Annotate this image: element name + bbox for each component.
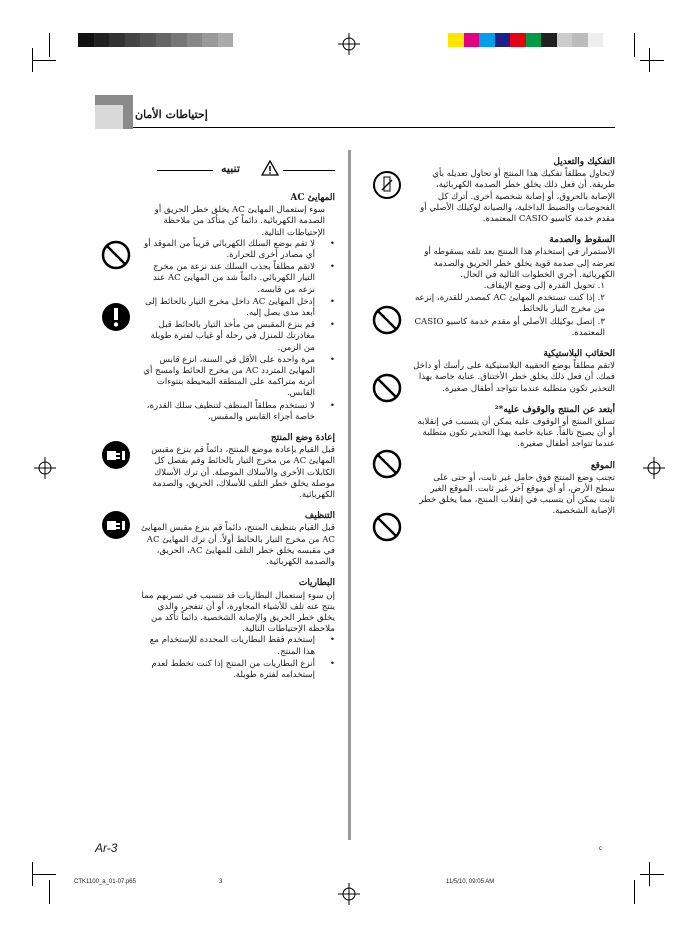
section-relocation xyxy=(140,433,335,501)
crop-mark xyxy=(32,874,56,875)
section-text: تجنب وضع المنتج فوق حامل غير ثابت، أو حتى على سطح الأرض، أو أي موقع آخر غير ثابت. الموقع الغير ثابت يمكن أن يتسبب في إنقلاب المنتج، مما يخلق خطر الإصابة الشخصية. xyxy=(419,472,615,517)
crop-mark xyxy=(640,874,664,875)
list-item: ٣. إتصل بوكيلك الأصلي أو مقدم خدمة كاسيو CASIO المعتمدة. xyxy=(414,316,605,338)
section-title: الموقع xyxy=(590,460,615,471)
footer-filename: CTK1100_a_01-07.p65 xyxy=(74,879,136,885)
list-item: • لا تقم بوضع السلك الكهربائي قريباً من الموقد أو أي مصادر أخرى للحرارة. xyxy=(140,239,325,261)
prohibited-icon xyxy=(372,305,402,335)
page-number: Ar-3 xyxy=(95,841,118,855)
prohibited-icon xyxy=(372,512,402,542)
section-title: السقوط والصدمة xyxy=(549,235,615,246)
crop-mark xyxy=(49,880,50,904)
list-item: • لا تستخدم مطلقاً المنظف لتنظيف سلك القدرة، خاصة أجزاء القابس والمقبس. xyxy=(140,401,325,423)
section-drop-impact xyxy=(412,235,615,339)
footer-date: 11/5/10, 09:05 AM xyxy=(446,879,495,885)
crop-mark xyxy=(634,880,635,904)
color-bar xyxy=(448,33,603,47)
section-title: إعادة وضع المنتج xyxy=(270,433,335,444)
section-text: تسلق المنتج أو الوقوف عليه يمكن أن يتسبب في إنقلابه أو أن يصبح تالفاً. عناية خاصة بهذا التحذير تكون متطلبة عندما تتواجد أطفال صغيرة. xyxy=(417,417,615,450)
header-rule xyxy=(133,127,615,128)
list-item: • أنزع البطاريات من المنتج إذا كنت تخطط لعدم إستخدامه لفترة طويلة. xyxy=(140,659,325,681)
registration-target-icon xyxy=(643,457,665,479)
list-item: • مرة واحدة على الأقل في السنة، انزع قابس المهايئ المتردد AC من مخرج الحائط وامسح أي أتربة متراكمة على المنطقة المحيطة بتتوءات القابس. xyxy=(140,355,325,400)
section-text: لاتحاول مطلقاً تفكيك هذا المنتج أو تحاول تعديله بأي طريقة. أن فعل ذلك يخلق خطر الصدمة الكهربائية، الإصابة بالحروق، أو إصابة شخصية أخرى. أترك كل الفحوصات والضبط الداخلية، والصيانة لوكيلك الأصلي أو مقدم خدمة كاسيو CASIO المعتمدة. xyxy=(420,169,615,225)
crop-mark xyxy=(640,60,664,61)
section-text: قبل القيام بإعادة موضع المنتج، دائماً قم بنزع مقبس المهايئ AC من مخرج التيار بالحائط وقم بفصل كل الكابلات الأخرى والأسلاك الموصلة. أن ترك الأسلاك موصلة يخلق خطر التلف للأسلاك، الحريق، والصدمة الكهربائية. xyxy=(151,445,335,501)
crop-mark xyxy=(32,60,56,61)
list-item: • لاتقم مطلقاً بجذب السلك عند نزعة من مخرج التيار الكهربائي. دائماً شد من المهايئ AC عند نزعه من قابسه. xyxy=(140,262,325,296)
section-title: التنظيف xyxy=(304,511,335,522)
section-title: التفكيك والتعديل xyxy=(553,157,615,167)
corner-mark: c xyxy=(599,846,602,852)
section-disassembly xyxy=(412,157,615,225)
section-ac-adaptor xyxy=(140,193,335,423)
section-title: الحقائب البلاستيكية xyxy=(543,349,615,360)
warning-triangle-icon xyxy=(261,160,279,176)
list-item: • إدخل المهايئ AC داخل مخرج التيار بالحائط إلى أبعد مدى يصل إليه. xyxy=(140,297,325,319)
list-item: • إستخدم فقط البطاريات المحددة للإستخدام مع هذا المنتج. xyxy=(140,635,325,657)
crop-mark xyxy=(49,33,50,57)
footer-page: 3 xyxy=(219,879,223,885)
header-block xyxy=(95,105,123,129)
prohibited-icon xyxy=(372,449,402,479)
caution-heading xyxy=(157,160,335,180)
list-item: ١. تحويل القدرة إلى وضع الإيقاف. xyxy=(483,281,605,292)
section-text: سوء إستعمال المهايئ AC يخلق خطر الحريق أو الصدمة الكهربائية. دائماً كن متأكد من ملاحظة الإحتياطات التالية. xyxy=(154,205,325,238)
left-column xyxy=(140,193,335,691)
prohibited-icon xyxy=(101,240,131,270)
no-disassembly-icon xyxy=(372,170,402,200)
section-title: أبتعد عن المنتج والوقوف عليه*² xyxy=(494,404,615,415)
unplug-icon xyxy=(101,440,131,470)
section-batteries xyxy=(140,578,335,681)
registration-target-icon xyxy=(338,883,360,905)
unplug-icon xyxy=(101,510,131,540)
section-text: الأستمرار في إستخدام هذا المنتج بعد تلفه بسقوطه أو تعرضه إلى صدمة قوية يخلق خطر الحريق والصدمة الكهربائية. أجري الخطوات التالية في الحال. xyxy=(424,247,615,280)
page-title: إحتياطات الأمان xyxy=(135,108,208,121)
caution-label: تنبيه xyxy=(221,162,240,175)
section-plastic-bags xyxy=(412,349,615,395)
section-text: إن سوء إستعمال البطاريات قد تتسبب في تسربهم مما ينتج عنه تلف للأشياء المجاورة، أو أن تنفجر، والذي يخلق خطر الحريق والإصابة الشخصية. دائماً تأكد من ملاحظة الإحتياطات التالية. xyxy=(141,590,335,635)
prohibited-icon xyxy=(372,373,402,403)
registration-target-icon xyxy=(338,33,360,55)
section-cleaning xyxy=(140,511,335,568)
section-text: لاتقم مطلقاً بوضع الحقيبة البلاستيكية على رأسك أو داخل فمك. أن فعل ذلك يخلق خطر الأختناق. عناية خاصة بهذا التحذير تكون متطلبة عندما تتواجد أطفال صغيرة. xyxy=(413,361,615,394)
section-title: البطاريات xyxy=(298,578,335,589)
grayscale-bar xyxy=(78,33,233,47)
section-title: المهايئ AC xyxy=(290,193,335,203)
exclamation-icon xyxy=(101,302,131,332)
registration-target-icon xyxy=(34,457,56,479)
list-item: • قم بنزع المقبس من مأخذ التيار بالحائط قبل مغادرتك للمنزل في رحلة أو غياب لفترة طويلة من الزمن. xyxy=(140,320,325,354)
list-item: ٢. إذا كنت تستخدم المهايئ AC كمصدر للقدرة، إنزعه من مخرج التيار بالحائط. xyxy=(414,293,605,315)
right-column xyxy=(412,157,615,528)
crop-mark xyxy=(634,33,635,57)
section-text: قبل القيام بتنظيف المنتج، دائماً قم بنزع مقبس المهايئ AC من مخرج التيار بالحائط أولاً. أن ترك المهايئ AC في مقبسه يخلق خطر التلف للمهايئ AC، الحريق، والصدمة الكهربائية. xyxy=(140,523,335,568)
column-divider xyxy=(348,150,351,840)
section-climbing xyxy=(412,405,615,451)
section-location xyxy=(412,461,615,518)
